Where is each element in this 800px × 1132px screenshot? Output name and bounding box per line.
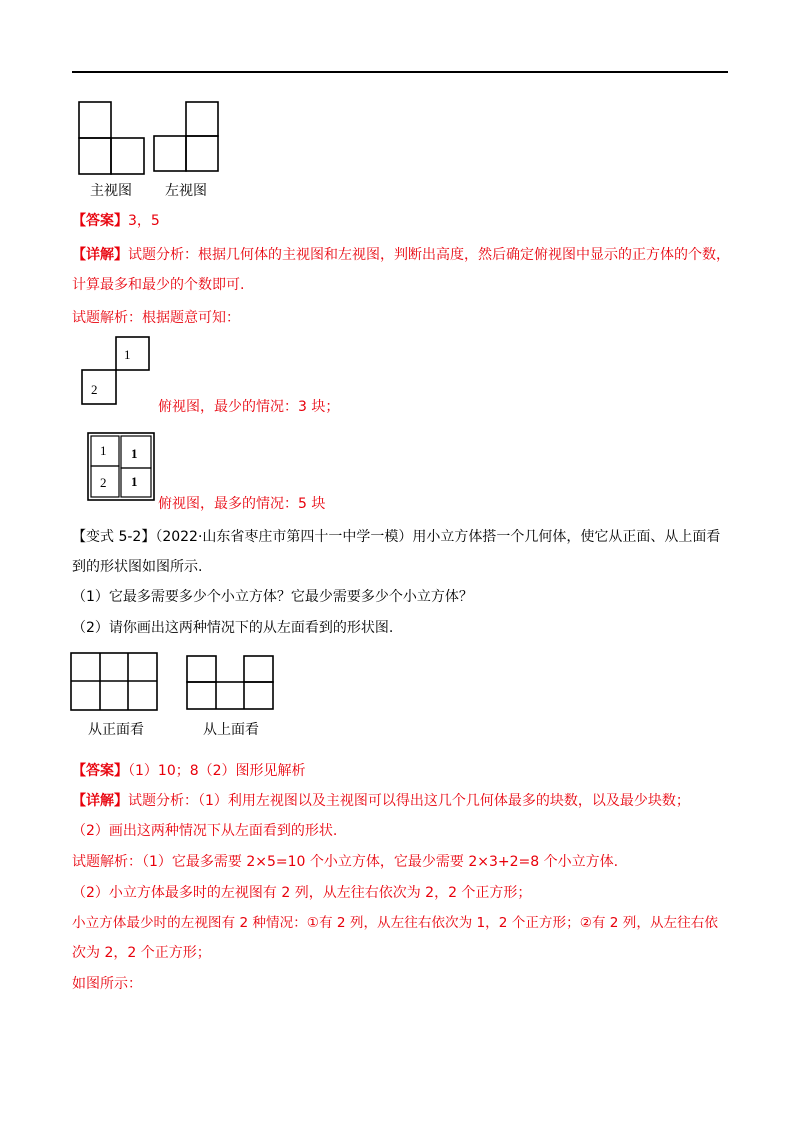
detail-2-line-2: （2）画出这两种情况下从左面看到的形状.	[72, 823, 338, 839]
detail-1-line-2: 计算最多和最少的个数即可.	[72, 277, 245, 293]
analysis-1: 试题解析：根据题意可知：	[72, 310, 240, 326]
view-from-front-figure	[70, 652, 158, 712]
variant-question-2: （2）请你画出这两种情况下的从左面看到的形状图.	[72, 620, 394, 636]
cell-count-min-2: 2	[91, 382, 98, 397]
variant-line-1: 【变式 5-2】（2022·山东省枣庄市第四十一中学一模）用小立方体搭一个几何体，使它从正面、从上面看	[72, 529, 721, 545]
cell-count-min-1: 1	[124, 347, 131, 362]
caption-view-top: 从上面看	[203, 722, 259, 738]
caption-max-case: 俯视图，最多的情况：5 块	[158, 496, 326, 512]
variant-question-1: （1）它最多需要多少个小立方体？它最少需要多少个小立方体？	[72, 589, 473, 605]
answer-1: 【答案】3，5	[72, 213, 160, 229]
caption-front-view: 主视图	[90, 183, 132, 199]
analysis-2-line-1: 试题解析：（1）它最多需要 2×5=10 个小立方体，它最少需要 2×3+2=8 个小立方体.	[72, 854, 619, 870]
header-rule	[72, 71, 728, 73]
analysis-2-line-4: 次为 2，2 个正方形；	[72, 945, 211, 961]
view-from-top-figure	[186, 655, 274, 711]
caption-view-front: 从正面看	[88, 722, 144, 738]
analysis-2-line-3: 小立方体最少时的左视图有 2 种情况：①有 2 列，从左往右依次为 1，2 个正方形；②有 2 列，从左往右依	[72, 915, 718, 931]
top-view-min-figure	[81, 336, 151, 406]
detail-1-line-1: 【详解】试题分析：根据几何体的主视图和左视图，判断出高度，然后确定俯视图中显示的正方体的个数，	[72, 247, 730, 263]
cell-count-max-2: 1	[131, 446, 138, 461]
answer-2: 【答案】（1）10；8（2）图形见解析	[72, 763, 306, 779]
variant-line-2: 到的形状图如图所示.	[72, 559, 203, 575]
analysis-2-line-2: （2）小立方体最多时的左视图有 2 列，从左往右依次为 2，2 个正方形；	[72, 885, 532, 901]
left-view-figure	[153, 101, 219, 173]
caption-left-view: 左视图	[165, 183, 207, 199]
cell-count-max-4: 1	[131, 474, 138, 489]
front-view-figure	[78, 101, 146, 175]
analysis-2-line-5: 如图所示：	[72, 976, 142, 992]
cell-count-max-3: 2	[100, 475, 107, 490]
top-view-max-figure	[87, 432, 155, 502]
detail-2-line-1: 【详解】试题分析：（1）利用左视图以及主视图可以得出这几个几何体最多的块数，以及最少块数；	[72, 793, 690, 809]
cell-count-max-1: 1	[100, 443, 107, 458]
caption-min-case: 俯视图，最少的情况：3 块；	[158, 399, 340, 415]
